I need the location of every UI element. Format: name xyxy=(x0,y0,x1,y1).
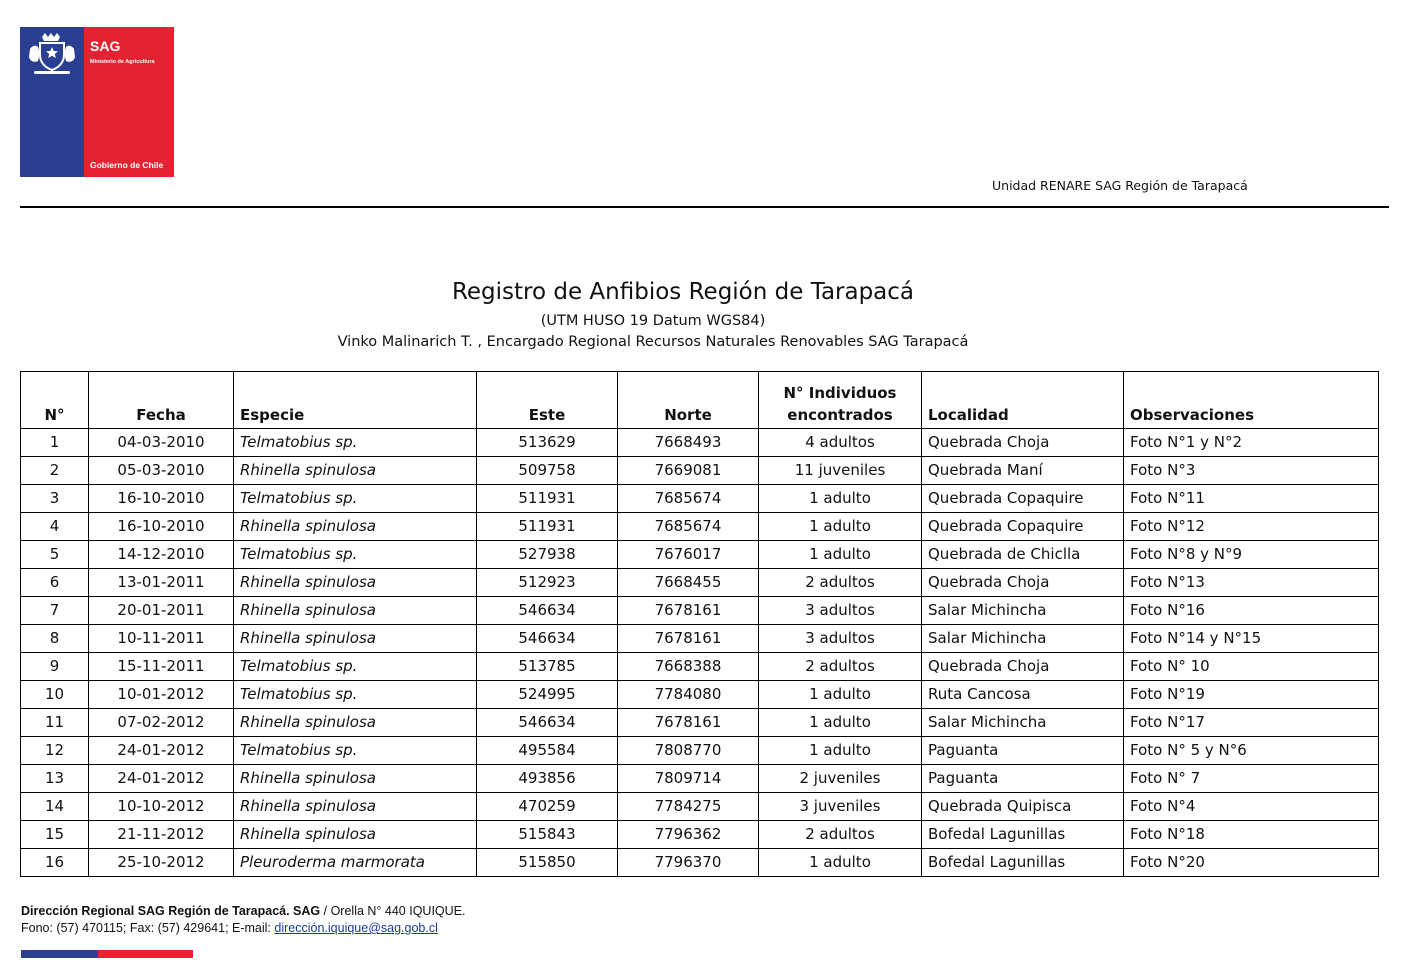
cell-obs: Foto N°16 xyxy=(1124,597,1379,625)
cell-localidad: Quebrada Copaquire xyxy=(922,513,1124,541)
cell-fecha: 07-02-2012 xyxy=(89,709,234,737)
table-row xyxy=(21,625,1379,653)
document-title: Registro de Anfibios Región de Tarapacá xyxy=(451,279,915,305)
cell-especie: Rhinella spinulosa xyxy=(234,625,477,653)
cell-fecha: 13-01-2011 xyxy=(89,569,234,597)
cell-especie: Rhinella spinulosa xyxy=(234,793,477,821)
cell-localidad: Salar Michincha xyxy=(922,597,1124,625)
cell-este: 511931 xyxy=(477,485,618,513)
footer-email-link[interactable]: dirección.iquique@sag.gob.cl xyxy=(274,921,438,935)
col-header-especie: Especie xyxy=(234,372,477,429)
cell-individuos: 3 adultos xyxy=(759,597,922,625)
cell-n: 2 xyxy=(21,457,89,485)
table-row xyxy=(21,485,1379,513)
cell-fecha: 10-10-2012 xyxy=(89,793,234,821)
col-header-individuos xyxy=(759,372,922,429)
cell-n: 7 xyxy=(21,597,89,625)
cell-obs: Foto N°4 xyxy=(1124,793,1379,821)
col-header-localidad: Localidad xyxy=(922,372,1124,429)
cell-fecha: 05-03-2010 xyxy=(89,457,234,485)
cell-este: 495584 xyxy=(477,737,618,765)
table-row xyxy=(21,653,1379,681)
cell-obs: Foto N° 5 y N°6 xyxy=(1124,737,1379,765)
cell-este: 546634 xyxy=(477,597,618,625)
footer-red-bar xyxy=(98,950,193,958)
cell-este: 470259 xyxy=(477,793,618,821)
cell-localidad: Salar Michincha xyxy=(922,709,1124,737)
cell-individuos: 4 adultos xyxy=(759,429,922,457)
cell-norte: 7685674 xyxy=(618,513,759,541)
cell-obs: Foto N°3 xyxy=(1124,457,1379,485)
cell-este: 513629 xyxy=(477,429,618,457)
header-divider xyxy=(20,206,1389,208)
cell-n: 16 xyxy=(21,849,89,877)
cell-fecha: 24-01-2012 xyxy=(89,765,234,793)
footer-phones: Fono: (57) 470115; Fax: (57) 429641; E-mail: xyxy=(21,921,275,935)
cell-individuos: 3 adultos xyxy=(759,625,922,653)
cell-este: 546634 xyxy=(477,625,618,653)
cell-norte: 7669081 xyxy=(618,457,759,485)
table-row xyxy=(21,569,1379,597)
cell-especie: Rhinella spinulosa xyxy=(234,597,477,625)
cell-especie: Pleuroderma marmorata xyxy=(234,849,477,877)
table-row xyxy=(21,849,1379,877)
table-row xyxy=(21,597,1379,625)
cell-norte: 7784275 xyxy=(618,793,759,821)
cell-especie: Telmatobius sp. xyxy=(234,681,477,709)
cell-obs: Foto N°17 xyxy=(1124,709,1379,737)
cell-norte: 7678161 xyxy=(618,597,759,625)
cell-fecha: 10-01-2012 xyxy=(89,681,234,709)
cell-obs: Foto N°13 xyxy=(1124,569,1379,597)
cell-norte: 7784080 xyxy=(618,681,759,709)
footer-address xyxy=(21,904,466,918)
cell-n: 11 xyxy=(21,709,89,737)
cell-individuos: 2 adultos xyxy=(759,569,922,597)
cell-norte: 7678161 xyxy=(618,625,759,653)
cell-n: 12 xyxy=(21,737,89,765)
cell-especie: Rhinella spinulosa xyxy=(234,821,477,849)
cell-norte: 7668455 xyxy=(618,569,759,597)
cell-individuos: 1 adulto xyxy=(759,737,922,765)
document-author: Vinko Malinarich T. , Encargado Regional Recursos Naturales Renovables SAG Tarapacá xyxy=(337,334,969,350)
table-row xyxy=(21,681,1379,709)
cell-individuos: 1 adulto xyxy=(759,849,922,877)
col-header-n: N° xyxy=(21,372,89,429)
cell-especie: Telmatobius sp. xyxy=(234,485,477,513)
cell-localidad: Quebrada Quipisca xyxy=(922,793,1124,821)
cell-fecha: 14-12-2010 xyxy=(89,541,234,569)
table-row xyxy=(21,457,1379,485)
cell-fecha: 16-10-2010 xyxy=(89,485,234,513)
cell-este: 511931 xyxy=(477,513,618,541)
cell-localidad: Quebrada Choja xyxy=(922,653,1124,681)
cell-n: 13 xyxy=(21,765,89,793)
table-row xyxy=(21,737,1379,765)
cell-n: 15 xyxy=(21,821,89,849)
cell-obs: Foto N°8 y N°9 xyxy=(1124,541,1379,569)
cell-obs: Foto N°1 y N°2 xyxy=(1124,429,1379,457)
cell-obs: Foto N° 7 xyxy=(1124,765,1379,793)
cell-n: 3 xyxy=(21,485,89,513)
sag-logo xyxy=(20,27,174,177)
footer-contact xyxy=(21,921,438,935)
logo-brand: SAG xyxy=(90,38,121,54)
cell-obs: Foto N°19 xyxy=(1124,681,1379,709)
cell-obs: Foto N°18 xyxy=(1124,821,1379,849)
cell-norte: 7668493 xyxy=(618,429,759,457)
cell-este: 493856 xyxy=(477,765,618,793)
cell-especie: Rhinella spinulosa xyxy=(234,457,477,485)
cell-localidad: Quebrada Choja xyxy=(922,569,1124,597)
cell-fecha: 21-11-2012 xyxy=(89,821,234,849)
cell-fecha: 16-10-2010 xyxy=(89,513,234,541)
document-subtitle: (UTM HUSO 19 Datum WGS84) xyxy=(540,313,766,329)
cell-individuos: 2 juveniles xyxy=(759,765,922,793)
cell-individuos: 1 adulto xyxy=(759,681,922,709)
cell-fecha: 20-01-2011 xyxy=(89,597,234,625)
cell-especie: Telmatobius sp. xyxy=(234,429,477,457)
col-header-individuos-line1: N° Individuos xyxy=(783,384,897,402)
unit-label: Unidad RENARE SAG Región de Tarapacá xyxy=(992,178,1248,193)
footer-street: / Orella N° 440 IQUIQUE. xyxy=(323,904,466,918)
table-row xyxy=(21,793,1379,821)
table-row xyxy=(21,541,1379,569)
table-row xyxy=(21,429,1379,457)
chile-coat-of-arms-icon xyxy=(26,31,78,77)
col-header-norte: Norte xyxy=(618,372,759,429)
cell-este: 527938 xyxy=(477,541,618,569)
table-row xyxy=(21,765,1379,793)
cell-especie: Telmatobius sp. xyxy=(234,541,477,569)
col-header-este: Este xyxy=(477,372,618,429)
cell-individuos: 11 juveniles xyxy=(759,457,922,485)
cell-norte: 7676017 xyxy=(618,541,759,569)
cell-localidad: Paguanta xyxy=(922,737,1124,765)
cell-especie: Rhinella spinulosa xyxy=(234,709,477,737)
cell-n: 10 xyxy=(21,681,89,709)
cell-este: 512923 xyxy=(477,569,618,597)
cell-obs: Foto N°14 y N°15 xyxy=(1124,625,1379,653)
cell-obs: Foto N° 10 xyxy=(1124,653,1379,681)
cell-norte: 7808770 xyxy=(618,737,759,765)
cell-n: 9 xyxy=(21,653,89,681)
cell-norte: 7668388 xyxy=(618,653,759,681)
cell-individuos: 2 adultos xyxy=(759,821,922,849)
cell-localidad: Quebrada Choja xyxy=(922,429,1124,457)
cell-especie: Rhinella spinulosa xyxy=(234,765,477,793)
cell-localidad: Ruta Cancosa xyxy=(922,681,1124,709)
table-row xyxy=(21,709,1379,737)
col-header-individuos-line2: encontrados xyxy=(787,406,893,424)
col-header-fecha: Fecha xyxy=(89,372,234,429)
cell-especie: Telmatobius sp. xyxy=(234,737,477,765)
cell-este: 515850 xyxy=(477,849,618,877)
cell-obs: Foto N°12 xyxy=(1124,513,1379,541)
table-row xyxy=(21,821,1379,849)
cell-especie: Rhinella spinulosa xyxy=(234,569,477,597)
cell-localidad: Quebrada de Chiclla xyxy=(922,541,1124,569)
col-header-observaciones: Observaciones xyxy=(1124,372,1379,429)
cell-fecha: 24-01-2012 xyxy=(89,737,234,765)
cell-n: 6 xyxy=(21,569,89,597)
cell-este: 513785 xyxy=(477,653,618,681)
cell-individuos: 3 juveniles xyxy=(759,793,922,821)
cell-individuos: 1 adulto xyxy=(759,541,922,569)
cell-localidad: Bofedal Lagunillas xyxy=(922,849,1124,877)
cell-fecha: 15-11-2011 xyxy=(89,653,234,681)
table-header-row xyxy=(21,372,1379,429)
logo-government: Gobierno de Chile xyxy=(90,160,164,170)
cell-obs: Foto N°11 xyxy=(1124,485,1379,513)
cell-obs: Foto N°20 xyxy=(1124,849,1379,877)
amphibian-registry-table xyxy=(20,371,1379,877)
footer-blue-bar xyxy=(21,950,98,958)
cell-especie: Rhinella spinulosa xyxy=(234,513,477,541)
cell-fecha: 25-10-2012 xyxy=(89,849,234,877)
cell-individuos: 1 adulto xyxy=(759,709,922,737)
cell-individuos: 2 adultos xyxy=(759,653,922,681)
cell-norte: 7809714 xyxy=(618,765,759,793)
cell-norte: 7796370 xyxy=(618,849,759,877)
cell-norte: 7685674 xyxy=(618,485,759,513)
cell-fecha: 10-11-2011 xyxy=(89,625,234,653)
cell-localidad: Quebrada Maní xyxy=(922,457,1124,485)
cell-n: 5 xyxy=(21,541,89,569)
cell-localidad: Bofedal Lagunillas xyxy=(922,821,1124,849)
cell-n: 1 xyxy=(21,429,89,457)
table-row xyxy=(21,513,1379,541)
footer-org: Dirección Regional SAG Región de Tarapacá. SAG xyxy=(21,904,321,918)
cell-este: 515843 xyxy=(477,821,618,849)
cell-localidad: Paguanta xyxy=(922,765,1124,793)
cell-localidad: Salar Michincha xyxy=(922,625,1124,653)
cell-este: 524995 xyxy=(477,681,618,709)
cell-especie: Telmatobius sp. xyxy=(234,653,477,681)
cell-n: 8 xyxy=(21,625,89,653)
cell-norte: 7796362 xyxy=(618,821,759,849)
cell-fecha: 04-03-2010 xyxy=(89,429,234,457)
cell-norte: 7678161 xyxy=(618,709,759,737)
cell-n: 4 xyxy=(21,513,89,541)
cell-individuos: 1 adulto xyxy=(759,485,922,513)
logo-ministry: Ministerio de Agricultura xyxy=(90,59,155,65)
cell-localidad: Quebrada Copaquire xyxy=(922,485,1124,513)
cell-este: 546634 xyxy=(477,709,618,737)
cell-individuos: 1 adulto xyxy=(759,513,922,541)
cell-este: 509758 xyxy=(477,457,618,485)
cell-n: 14 xyxy=(21,793,89,821)
